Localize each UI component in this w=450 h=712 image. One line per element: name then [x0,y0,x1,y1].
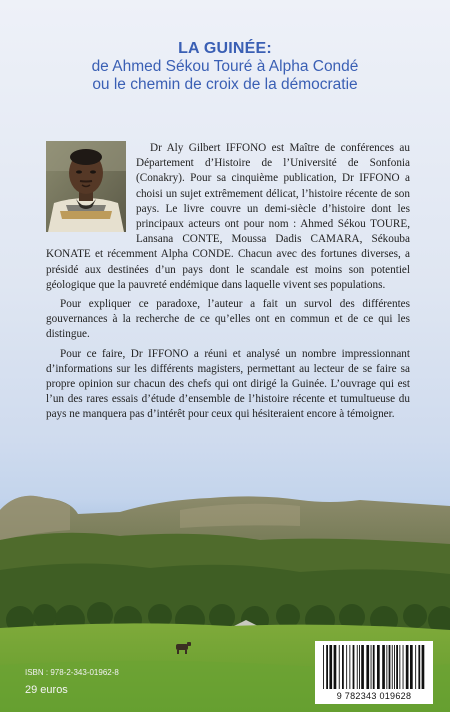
price-label: 29 euros [25,684,68,696]
barcode [315,641,433,704]
barcode-bar [373,645,375,689]
barcode-bar [366,645,369,689]
blurb-paragraph-1: Dr Aly Gilbert IFFONO est Maître de conférences au Département d’Histoire de l’Université de Sonfonia (Conakry). Pour sa cinquième publication, Dr IFFONO a choisi un sujet extrêmement délicat, l’histoire récente de son pays. Le livre couvre un demi-siècle d’histoire dont les principaux acteurs ont pour nom : Ahmed Sékou TOURE, Lansana CONTE, Moussa Dadis CAMARA, Sékouba KONATE et récemment Alpha CONDE. Chacun avec des fortunes diverses, a présidé aux destinées d’un pays dont le scandale est moins son potentiel géologique que la pauvreté endémique dans laquelle vivent ses populations. [46,142,410,291]
barcode-bar [396,645,398,689]
barcode-bar [399,645,400,689]
isbn-label: ISBN : 978-2-343-01962-8 [25,668,119,677]
blurb-paragraph-3: Pour ce faire, Dr IFFONO a réuni et analysé un nombre impressionnant d’informations sur les différents magisters, permettant au lecteur de se faire sa propre opinion sur chacun des chefs qui ont dirigé la Guinée. L’ouvrage qui est l’un des rares essais d’étude d’ensemble de l’histoire récente et tumultueuse du pays ne manquera pas d’intérêt pour ceux qui hésiteraient encore à témoigner. [46,347,410,421]
barcode-bar [339,645,340,689]
barcode-bar [410,645,413,689]
barcode-bar [389,645,391,689]
barcode-bar [382,645,385,689]
barcode-bar [359,645,360,689]
title-block [0,40,450,94]
barcode-bar [334,645,337,689]
barcode-bar [377,645,380,689]
barcode-bars [315,641,433,691]
barcode-bar [371,645,372,689]
book-subtitle-line-1: de Ahmed Sékou Touré à Alpha Condé [91,58,359,75]
barcode-bar [361,645,364,689]
barcode-number: 9 782343 019628 [336,691,412,701]
book-title: LA GUINÉE: [178,40,272,57]
barcode-bar [326,645,328,689]
barcode-bar [415,645,416,689]
blurb-paragraph-2: Pour expliquer ce paradoxe, l’auteur a fait un survol des différentes gouvernances à la recherche de ce qu’elles ont en commun et de ce qui les distingue. [46,298,410,341]
book-subtitle-line-2: ou le chemin de croix de la démocratie [92,76,358,93]
barcode-bar [357,645,358,689]
barcode-bar [342,645,344,689]
barcode-bar [392,645,393,689]
barcode-bar [406,645,409,689]
barcode-bar [353,645,355,689]
barcode-bar [349,645,350,689]
barcode-bar [329,645,332,689]
barcode-bar [403,645,404,689]
barcode-bar [386,645,387,689]
barcode-bar [394,645,395,689]
barcode-bar [422,645,425,689]
barcode-bar [323,645,324,689]
barcode-bar [418,645,420,689]
author-photo [46,141,126,232]
barcode-bar [346,645,347,689]
